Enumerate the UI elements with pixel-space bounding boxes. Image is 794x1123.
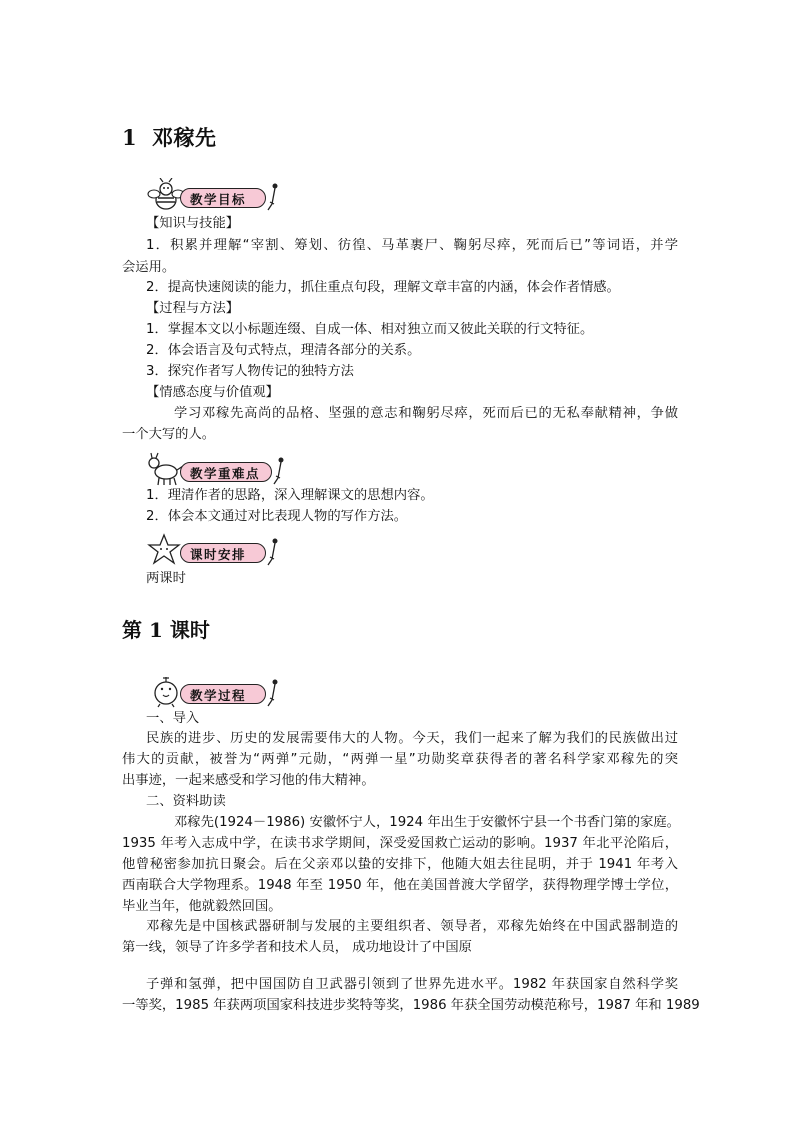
text-line: 2．体会本文通过对比表现人物的写作方法。	[146, 509, 408, 524]
pencil-pin-icon	[258, 678, 280, 708]
text-line: 他曾秘密参加抗日聚会。后在父亲邓以蛰的安排下，他随大姐去往昆明，并于 1941 年考入	[122, 857, 678, 872]
banner-label: 教学重难点	[190, 466, 261, 481]
text-line: 【情感态度与价值观】	[146, 385, 279, 400]
pencil-pin-icon	[264, 456, 286, 486]
text-line: 伟大的贡献，被誉为“两弹”元勋，“两弹一星”功勋奖章获得者的著名科学家邓稼先的突	[122, 752, 678, 767]
text-line: 子弹和氢弹，把中国国防自卫武器引领到了世界先进水平。1982 年获国家自然科学奖	[146, 977, 678, 992]
text-line: 2．提高快速阅读的能力，抓住重点句段，理解文章丰富的内涵，体会作者情感。	[146, 280, 620, 295]
text-line: 一个大写的人。	[122, 427, 216, 442]
text-line: 一、导入	[146, 711, 200, 726]
text-line: 【过程与方法】	[146, 301, 240, 316]
text-line: 1．掌握本文以小标题连缀、自成一体、相对独立而又彼此关联的行文特征。	[146, 322, 594, 337]
text-line: 会运用。	[122, 260, 176, 275]
text-line: 1．理清作者的思路，深入理解课文的思想内容。	[146, 488, 434, 503]
period-heading: 第 1 课时	[122, 618, 210, 642]
lesson-name: 邓稼先	[152, 125, 217, 150]
pencil-pin-icon	[258, 182, 280, 212]
lesson-heading	[122, 122, 217, 152]
text-line: 第一线，领导了许多学者和技术人员， 成功地设计了中国原	[122, 940, 472, 955]
text-line: 1．积累并理解“宰割、筹划、彷徨、马革裹尸、鞠躬尽瘁，死而后已”等词语，并学	[146, 238, 678, 253]
text-line: 两课时	[146, 571, 186, 586]
text-line: 民族的进步、历史的发展需要伟大的人物。今天，我们一起来了解为我们的民族做出过	[146, 731, 678, 746]
lesson-number: 1	[122, 125, 138, 150]
text-line: 一等奖，1985 年获两项国家科技进步奖特等奖，1986 年获全国劳动模范称号，1987 年和 1989	[122, 998, 700, 1013]
text-line: 1935 年考入志成中学，在读书求学期间，深受爱国救亡运动的影响。1937 年北平沦陷后，	[122, 836, 678, 851]
text-line: 邓稼先(1924－1986) 安徽怀宁人，1924 年出生于安徽怀宁县一个书香门第的家庭。	[174, 815, 680, 830]
section-banner-process	[146, 674, 276, 708]
text-line: 邓稼先是中国核武器研制与发展的主要组织者、领导者，邓稼先始终在中国武器制造的	[146, 919, 678, 934]
text-line: 【知识与技能】	[146, 216, 240, 231]
section-banner-objectives	[146, 178, 276, 212]
text-line: 3．探究作者写人物传记的独特方法	[146, 364, 354, 379]
text-line: 学习邓稼先高尚的品格、坚强的意志和鞠躬尽瘁，死而后已的无私奉献精神，争做	[174, 406, 678, 421]
section-banner-schedule	[146, 533, 276, 567]
banner-label: 教学目标	[190, 192, 247, 207]
text-line: 西南联合大学物理系。1948 年至 1950 年，他在美国普渡大学留学，获得物理学博士学位，	[122, 878, 678, 893]
text-line: 出事迹，一起来感受和学习他的伟大精神。	[122, 773, 375, 788]
text-line: 毕业当年，他就毅然回国。	[122, 899, 282, 914]
section-banner-key-points	[146, 452, 276, 486]
pencil-pin-icon	[258, 537, 280, 567]
banner-label: 课时安排	[190, 547, 247, 562]
text-line: 二、资料助读	[146, 794, 226, 809]
text-line: 2．体会语言及句式特点，理清各部分的关系。	[146, 343, 421, 358]
banner-label: 教学过程	[190, 688, 247, 703]
